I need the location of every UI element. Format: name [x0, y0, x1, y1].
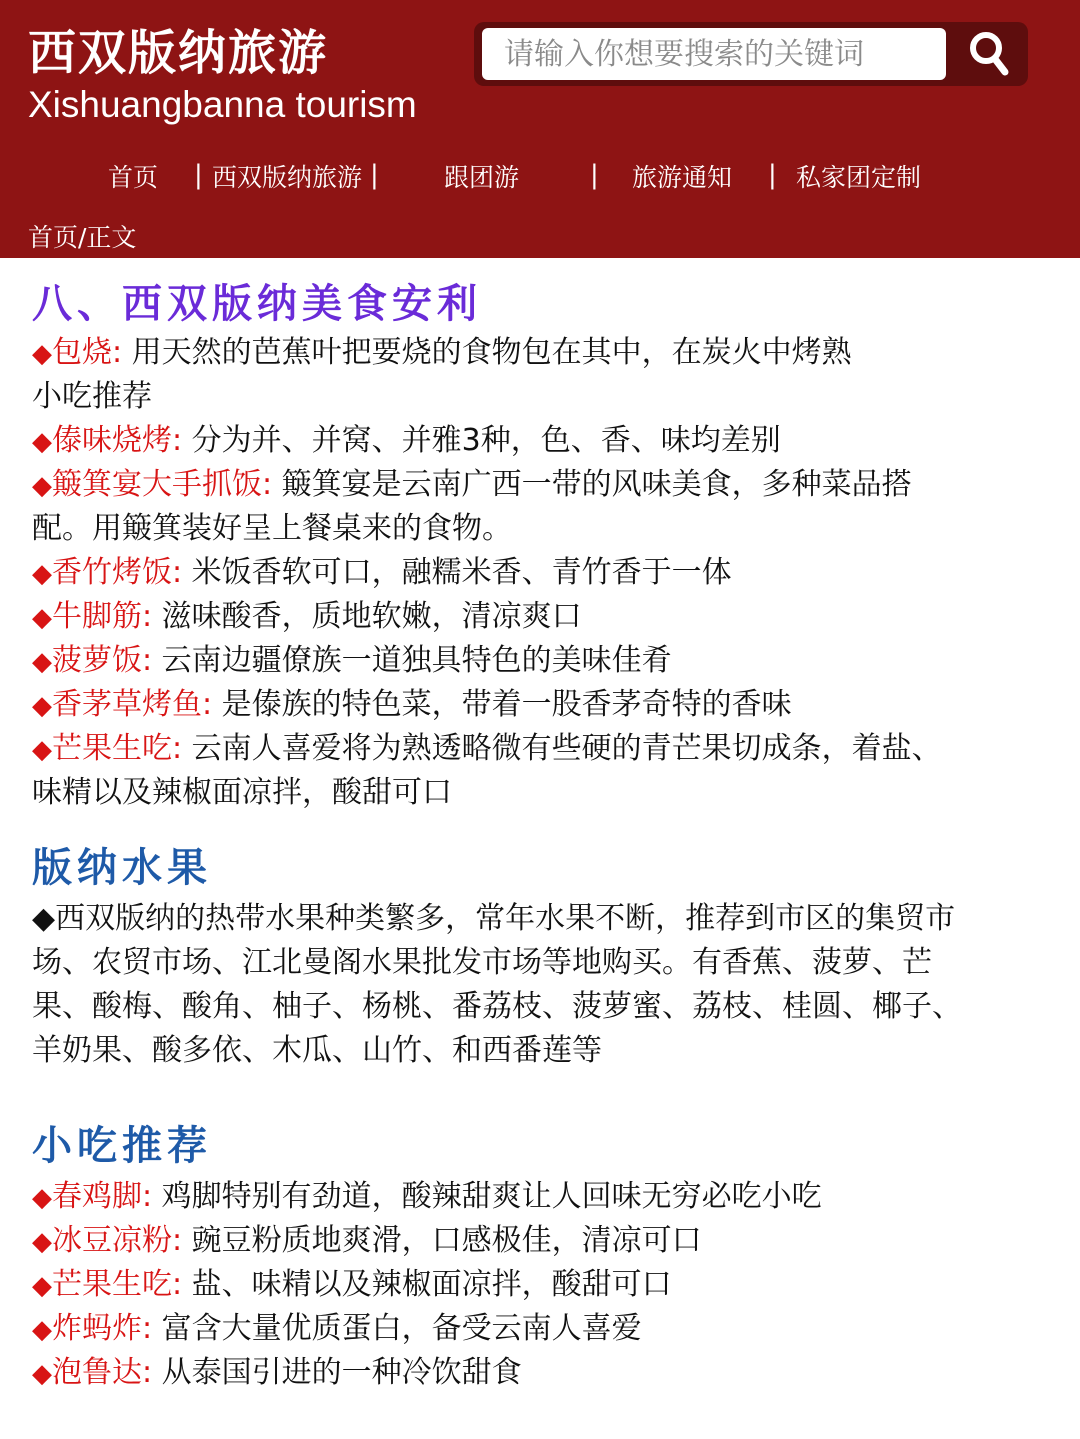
item-label: 菠萝饭: [52, 643, 153, 678]
item-text: 分为并、并窝、并雅3种，色、香、味均差别 [191, 423, 781, 458]
item-text: 豌豆粉质地爽滑，口感极佳，清凉可口 [191, 1223, 702, 1258]
nav-item-xsbn-tourism[interactable]: 西双版纳旅游 [212, 163, 363, 192]
item-text: 簸箕宴是云南广西一带的风味美食，多种菜品搭 [281, 467, 912, 502]
item-label: 炸蚂炸: [52, 1311, 153, 1346]
list-item [32, 331, 852, 376]
item-label: 泡鲁达: [52, 1355, 153, 1390]
section-title-snacks: 小吃推荐 [32, 1123, 212, 1169]
diamond-bullet-icon: ◆ [32, 1227, 52, 1257]
item-text: 是傣族的特色菜，带着一股香茅奇特的香味 [221, 687, 792, 722]
diamond-bullet-icon: ◆ [32, 339, 52, 369]
list-item [32, 1307, 642, 1352]
item-text: 云南人喜爱将为熟透略微有些硬的青芒果切成条，着盐、 [191, 731, 942, 766]
diamond-bullet-icon: ◆ [32, 1271, 52, 1301]
item-label: 芒果生吃: [52, 1267, 183, 1302]
diamond-bullet-icon: ◆ [32, 603, 52, 633]
list-item [32, 639, 672, 684]
item-text: 盐、味精以及辣椒面凉拌，酸甜可口 [191, 1267, 672, 1302]
item-text: 滋味酸香，质地软嫩，清凉爽口 [161, 599, 582, 634]
nav-separator: | [768, 160, 777, 190]
diamond-bullet-icon: ◆ [32, 1359, 52, 1389]
item-text: 云南边疆僚族一道独具特色的美味佳肴 [161, 643, 672, 678]
list-item [32, 1263, 672, 1308]
nav-item-travel-notice[interactable]: 旅游通知 [632, 163, 733, 192]
search-bar [474, 22, 1028, 86]
search-icon [968, 30, 1012, 78]
item-text: 用天然的芭蕉叶把要烧的食物包在其中，在炭火中烤熟 [131, 335, 852, 370]
list-item-continuation: 小吃推荐 [32, 379, 152, 414]
list-item [32, 727, 942, 772]
site-title: 西双版纳旅游 [28, 25, 329, 81]
item-label: 傣味烧烤: [52, 423, 183, 458]
item-text: 富含大量优质蛋白，备受云南人喜爱 [161, 1311, 642, 1346]
nav-item-private-tour[interactable]: 私家团定制 [796, 163, 922, 192]
diamond-bullet-icon: ◆ [32, 691, 52, 721]
paragraph-line: 场、农贸市场、江北曼阁水果批发市场等地购买。有香蕉、菠萝、芒 [32, 945, 932, 980]
list-item [32, 683, 792, 728]
item-text: 从泰国引进的一种冷饮甜食 [161, 1355, 522, 1390]
search-button[interactable] [952, 22, 1028, 86]
site-subtitle: Xishuangbanna tourism [28, 84, 417, 125]
item-label: 春鸡脚: [52, 1179, 153, 1214]
list-item [32, 419, 781, 464]
site-header [0, 0, 1080, 258]
paragraph-line: ◆西双版纳的热带水果种类繁多，常年水果不断，推荐到市区的集贸市 [32, 901, 956, 936]
item-text: 米饭香软可口，融糯米香、青竹香于一体 [191, 555, 732, 590]
list-item [32, 595, 582, 640]
item-label: 牛脚筋: [52, 599, 153, 634]
breadcrumb[interactable]: 首页/正文 [28, 223, 137, 252]
section-title-food: 八、西双版纳美食安利 [32, 281, 482, 327]
item-label: 香茅草烤鱼: [52, 687, 213, 722]
diamond-bullet-icon: ◆ [32, 1183, 52, 1213]
list-item-continuation: 配。用簸箕装好呈上餐桌来的食物。 [32, 511, 512, 546]
diamond-bullet-icon: ◆ [32, 471, 52, 501]
item-text: 鸡脚特别有劲道，酸辣甜爽让人回味无穷必吃小吃 [161, 1179, 822, 1214]
list-item [32, 551, 732, 596]
list-item [32, 1175, 822, 1220]
item-label: 香竹烤饭: [52, 555, 183, 590]
diamond-bullet-icon: ◆ [32, 1315, 52, 1345]
main-nav [0, 158, 1080, 198]
diamond-bullet-icon: ◆ [32, 559, 52, 589]
nav-item-group-tour[interactable]: 跟团游 [444, 163, 520, 192]
search-input[interactable] [482, 28, 946, 80]
nav-separator: | [370, 160, 379, 190]
diamond-bullet-icon: ◆ [32, 735, 52, 765]
list-item-continuation: 味精以及辣椒面凉拌，酸甜可口 [32, 775, 452, 810]
item-label: 冰豆凉粉: [52, 1223, 183, 1258]
nav-item-home[interactable]: 首页 [108, 163, 159, 192]
item-label: 芒果生吃: [52, 731, 183, 766]
nav-separator: | [590, 160, 599, 190]
list-item [32, 463, 912, 508]
item-label: 簸箕宴大手抓饭: [52, 467, 273, 502]
nav-separator: | [194, 160, 203, 190]
paragraph-line: 羊奶果、酸多依、木瓜、山竹、和西番莲等 [32, 1033, 602, 1068]
list-item [32, 1351, 522, 1396]
list-item [32, 1219, 702, 1264]
diamond-bullet-icon: ◆ [32, 647, 52, 677]
item-label: 包烧: [52, 335, 123, 370]
section-title-fruit: 版纳水果 [32, 845, 212, 891]
paragraph-line: 果、酸梅、酸角、柚子、杨桃、番荔枝、菠萝蜜、荔枝、桂圆、椰子、 [32, 989, 962, 1024]
diamond-bullet-icon: ◆ [32, 427, 52, 457]
